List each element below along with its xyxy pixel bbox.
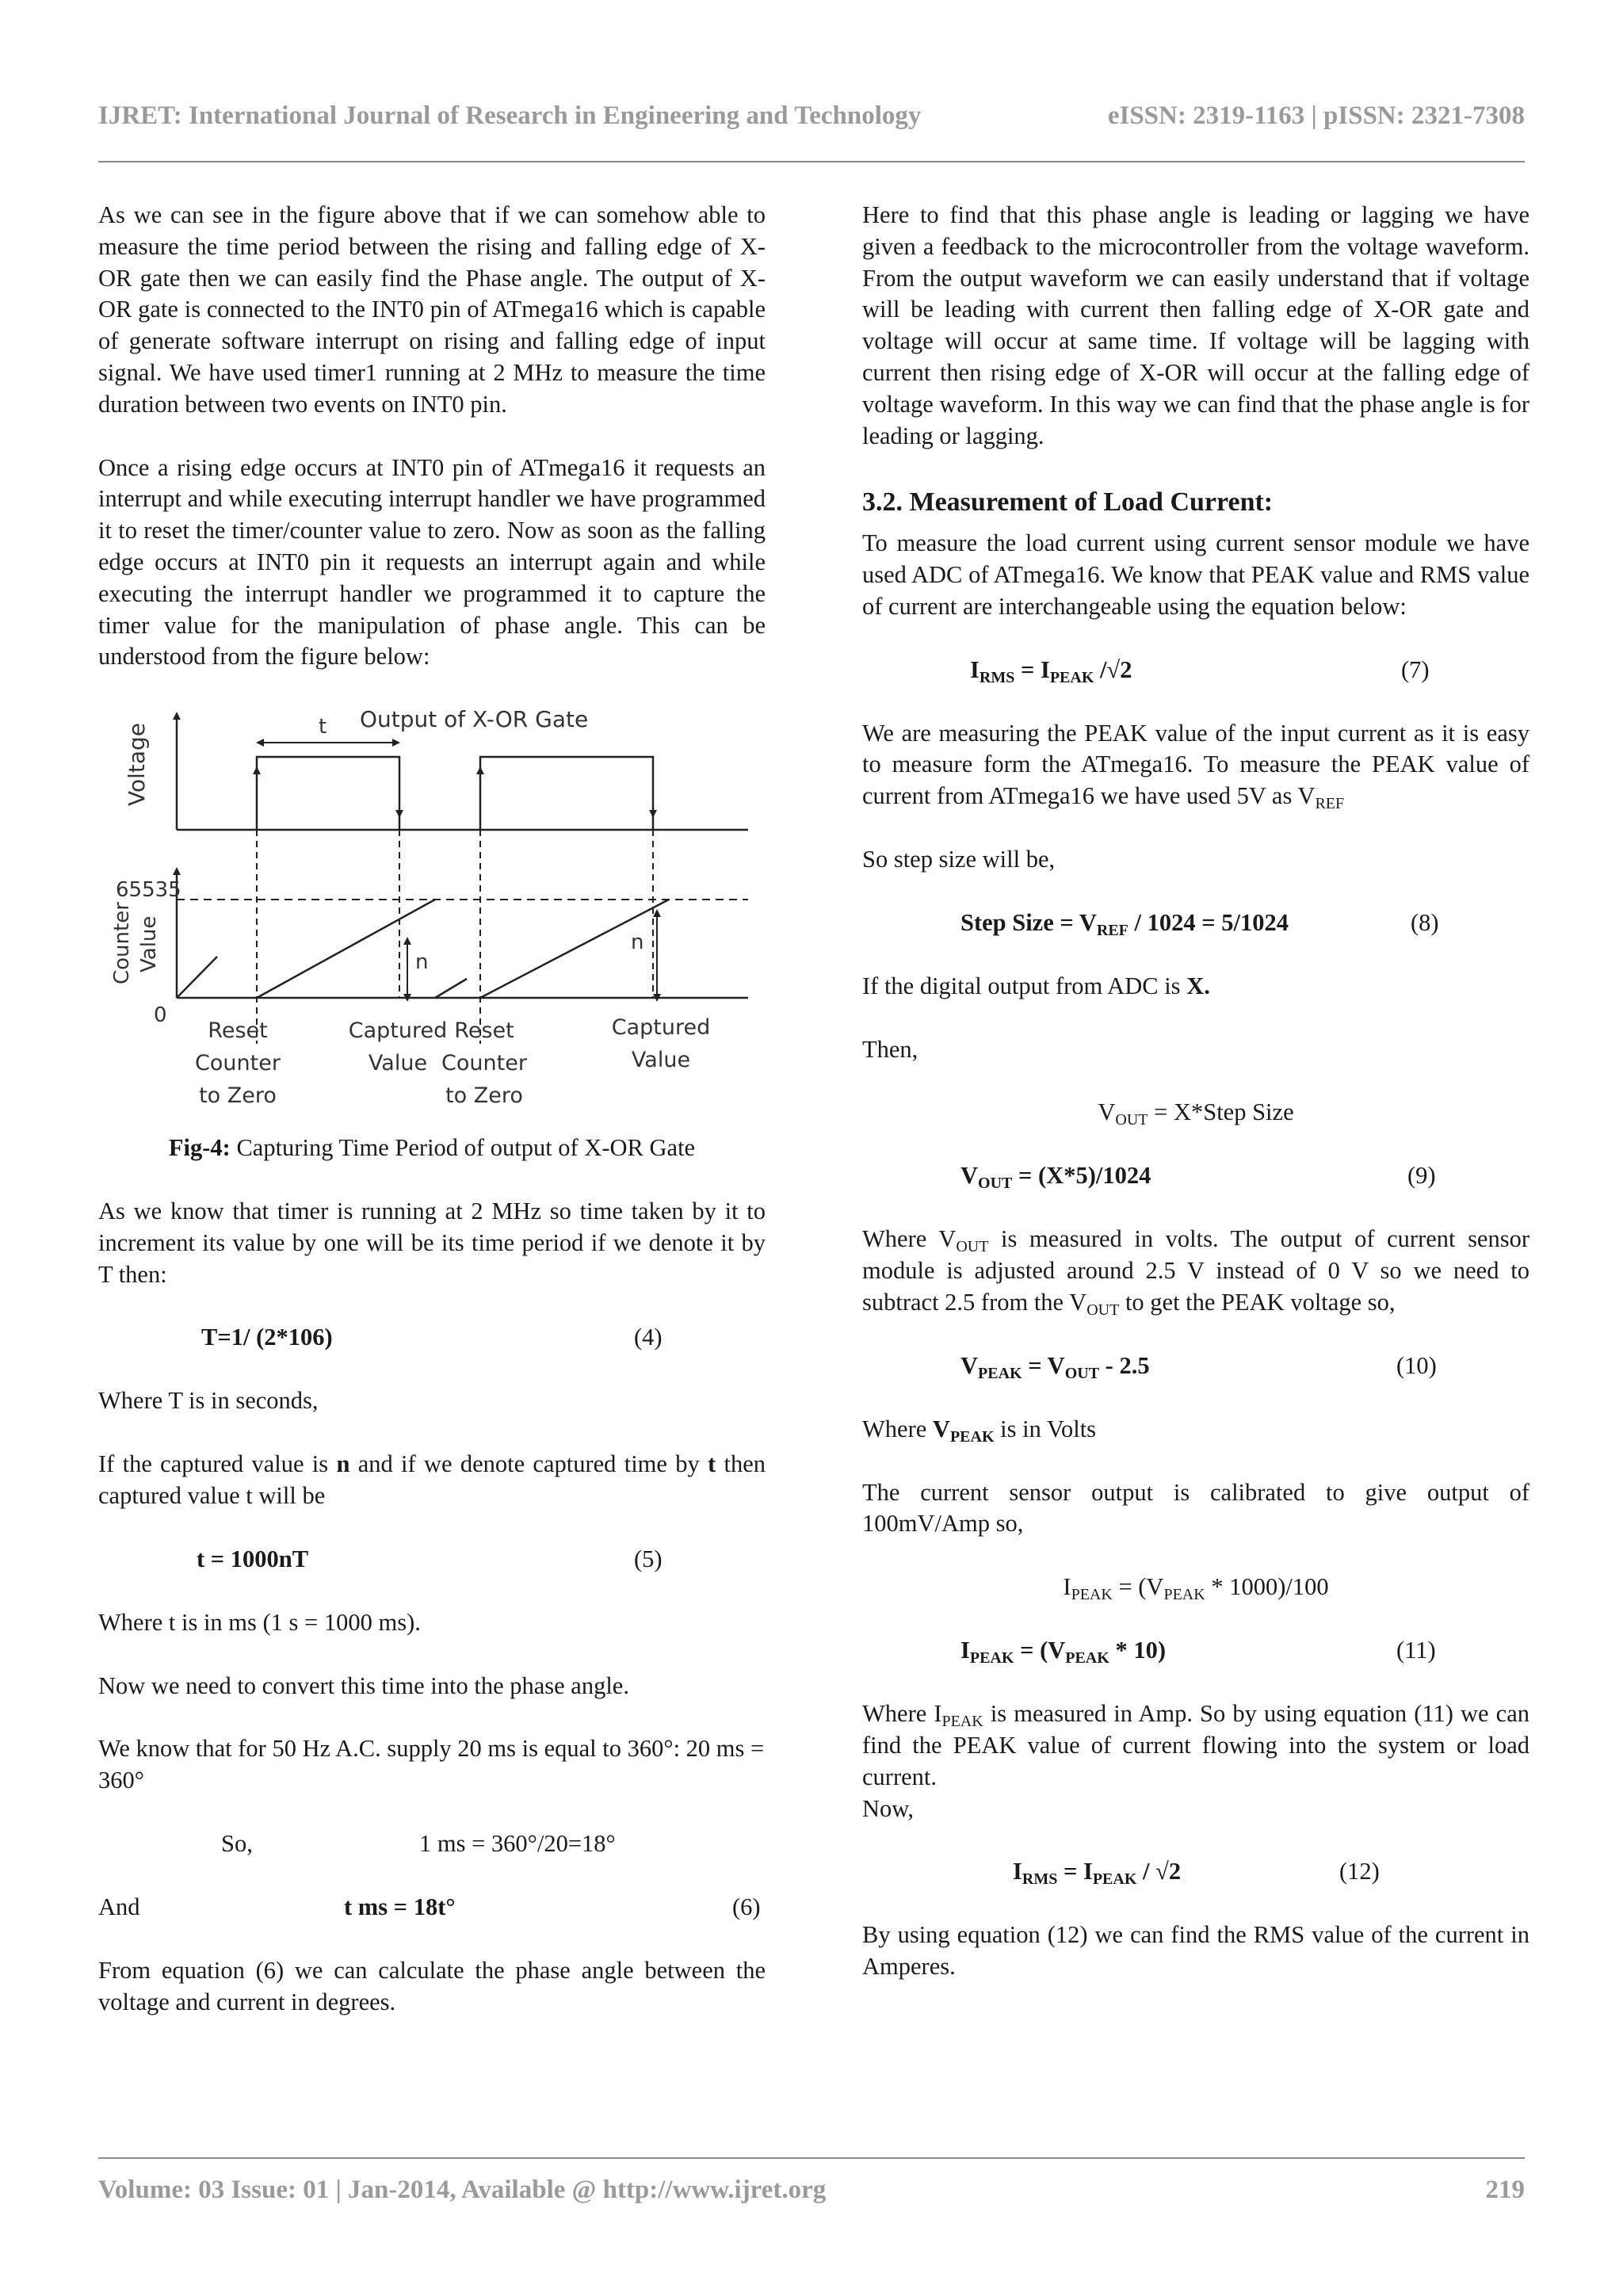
paragraph: As we know that timer is running at 2 MHz so time taken by it to increment its value by one will be its time period if we denote it by T then:: [98, 1197, 766, 1288]
equation-6: And t ms = 18t° (6): [98, 1893, 761, 1920]
counter-ramp: [435, 979, 467, 998]
figure-title: Output of X-OR Gate: [360, 706, 589, 733]
paragraph: Where $V_{PEAK}$ is in Volts: [862, 1415, 1097, 1446]
journal-name: IJRET: International Journal of Research in Engineering and Technology: [98, 101, 922, 130]
equation-ipeak: $I_{PEAK} = (V_{PEAK} * 1000)/100$: [1063, 1573, 1329, 1604]
page-number: 219: [1485, 2176, 1525, 2204]
reset-label: Reset: [454, 1018, 514, 1044]
value-label: Value: [137, 915, 161, 973]
equation-7: $I_{RMS} = I_{PEAK}$ /√2 (7): [970, 655, 1430, 686]
equation-vout: $V_{OUT}$ = X*Step Size: [1098, 1098, 1294, 1129]
page-header: [0, 0, 1623, 166]
paragraph: We are measuring the PEAK value of the input current as it is easy to measure form the ATmega16. To measure the PEAK value of current from ATmega16 we have used 5V as $V_{REF}$: [862, 719, 1529, 813]
paragraph: From equation (6) we can calculate the phase angle between the voltage and current in degrees.: [98, 1956, 766, 2015]
equation-11: $I_{PEAK} = (V_{PEAK} * 10)$ (11): [960, 1637, 1436, 1668]
voltage-label: Voltage: [124, 723, 150, 807]
paragraph: So step size will be,: [862, 845, 1056, 873]
xor-pulse: [257, 757, 399, 830]
equation-4: T=1/ (2*106) (4): [201, 1324, 663, 1351]
paragraph: By using equation (12) we can find the RMS value of the current in Amperes.: [862, 1921, 1529, 1981]
paragraph: Here to find that this phase angle is leading or lagging we have given a feedback to the microcontroller from the voltage waveform. From the output waveform we can easily understand that if voltage will be leading with current then falling edge of X-OR gate and voltage will occur at same time. If voltage will be lagging with current then rising edge of X-OR will occur at the falling edge of voltage waveform. In this way we can find that the phase angle is for leading or lagging.: [862, 201, 1529, 449]
captured-label: Value: [631, 1048, 691, 1073]
paragraph: Where $I_{PEAK}$ is measured in Amp. So by using equation (11) we can find the PEAK value of current flowing into the system or load current.: [862, 1700, 1529, 1790]
left-column: [98, 200, 766, 2019]
right-column: [862, 200, 1529, 1983]
captured-label: Captured: [611, 1015, 711, 1041]
equation-so: So, 1 ms = 360°/20=18°: [221, 1829, 616, 1857]
paragraph: To measure the load current using current sensor module we have used ADC of ATmega16. We know that PEAK value and RMS value of current are interchangeable using the equation below:: [862, 529, 1529, 620]
timing-diagram: [98, 695, 766, 1123]
paragraph: Once a rising edge occurs at INT0 pin of ATmega16 it requests an interrupt and while executing interrupt handler we have programmed it to reset the timer/counter value to zero. Now as soon as the falling edge occurs at INT0 pin it requests an interrupt again and while executing the interrupt handler we programmed it to capture the timer value for the manipulation of phase angle. This can be understood from the figure below:: [98, 453, 766, 670]
captured-label: Captured: [348, 1018, 448, 1044]
captured-label: Value: [368, 1051, 428, 1076]
equation-10: $V_{PEAK} = V_{OUT} - 2.5$ (10): [960, 1351, 1437, 1382]
section-heading: 3.2. Measurement of Load Current:: [862, 487, 1274, 518]
t-label: t: [319, 715, 327, 739]
reset-label: Counter: [441, 1051, 527, 1076]
footer-volume: Volume: 03 Issue: 01 | Jan-2014, Available @ http://www.ijret.org: [98, 2176, 827, 2204]
paragraph: Where t is in ms (1 s = 1000 ms).: [98, 1608, 421, 1636]
paragraph: We know that for 50 Hz A.C. supply 20 ms is equal to 360°: 20 ms = 360°: [98, 1735, 765, 1794]
n-label: n: [415, 950, 429, 975]
equation-9: $V_{OUT} = (X*5)/1024$ (9): [960, 1162, 1436, 1193]
n-label: n: [631, 930, 644, 955]
figure-caption: Fig-4: Capturing Time Period of output of X-OR Gate: [168, 1134, 696, 1162]
reset-label: to Zero: [445, 1083, 523, 1109]
figure-xor-timing: [98, 695, 766, 1123]
equation-5: t = 1000nT (5): [197, 1545, 663, 1572]
paragraph: Then,: [862, 1035, 918, 1063]
reset-label: Counter: [195, 1051, 281, 1076]
paragraph: Now we need to convert this time into the phase angle.: [98, 1671, 629, 1699]
reset-label: Reset: [208, 1018, 268, 1044]
equation-8: Step Size = $V_{REF} / 1024 = 5/1024$ (8): [960, 908, 1439, 939]
paragraph: As we can see in the figure above that if we can somehow able to measure the time period between the rising and falling edge of X-OR gate then we can easily find the Phase angle. The output of X-OR gate is connected to the INT0 pin of ATmega16 which is capable of generate software interrupt on rising and falling edge of input signal. We have used timer1 running at 2 MHz to measure the time duration between two events on INT0 pin.: [98, 201, 766, 418]
paragraph: If the captured value is n and if we denote captured time by t then captured value t will be: [98, 1450, 766, 1509]
xor-pulse: [480, 757, 653, 830]
paragraph: The current sensor output is calibrated to give output of 100mV/Amp so,: [862, 1478, 1529, 1538]
paragraph: Now,: [862, 1794, 914, 1822]
counter-ramp: [177, 957, 217, 998]
issn-info: eISSN: 2319-1163 | pISSN: 2321-7308: [1107, 101, 1525, 130]
header-rule: [98, 161, 1525, 162]
paragraph: Where $V_{OUT}$ is measured in volts. The output of current sensor module is adjusted around 2.5 V instead of 0 V so we need to subtract 2.5 from the $V_{OUT}$ to get the PEAK voltage so,: [862, 1225, 1530, 1319]
counter-ramp: [257, 900, 435, 998]
equation-12: $I_{RMS} = I_{PEAK} / √2$ (12): [1013, 1858, 1380, 1889]
reset-label: to Zero: [199, 1083, 277, 1109]
paragraph: Where T is in seconds,: [98, 1387, 319, 1415]
counter-label: Counter: [110, 902, 134, 985]
footer-rule: [98, 2157, 1525, 2159]
paragraph: If the digital output from ADC is X.: [862, 972, 1210, 999]
zero-label: 0: [154, 1003, 167, 1028]
max-label: 65535: [116, 878, 181, 903]
